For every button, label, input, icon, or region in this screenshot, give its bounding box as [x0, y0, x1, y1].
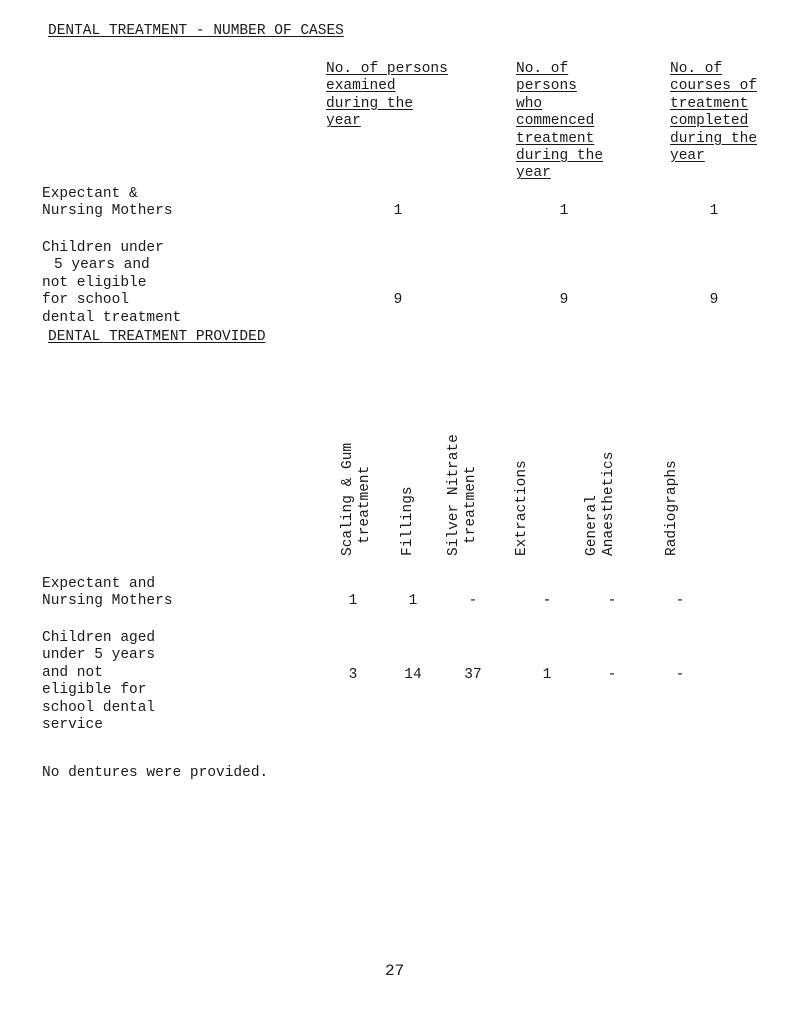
page-title: DENTAL TREATMENT - NUMBER OF CASES — [48, 23, 344, 39]
table1-cell: 9 — [709, 292, 719, 308]
table1-row-label: Expectant & Nursing Mothers — [42, 186, 173, 220]
header-persons-examined: No. of persons examined during the year — [326, 61, 448, 130]
header-general-anaesthetics: General Anaesthetics — [584, 451, 618, 556]
header-scaling-gum: Scaling & Gum treatment — [340, 442, 374, 556]
header-persons-commenced: No. of persons who commenced treatment during the year — [516, 61, 604, 182]
table2-cell: 1 — [348, 593, 358, 609]
header-extractions: Extractions — [514, 460, 530, 556]
page-number: 27 — [385, 962, 405, 980]
table1-cell: 9 — [559, 292, 569, 308]
table2-cell: 37 — [464, 667, 482, 683]
table2-cell: - — [542, 593, 552, 609]
table2-row-label: Children aged under 5 years and not eligible for school dental service — [42, 630, 156, 733]
table1-row-label: Children under 5 years and not eligible for school dental treatment — [42, 240, 182, 326]
table2-cell: - — [468, 593, 478, 609]
table1-cell: 1 — [393, 203, 403, 219]
table2-cell: - — [675, 593, 685, 609]
table2-cell: 1 — [542, 667, 552, 683]
header-fillings: Fillings — [400, 486, 416, 556]
footer-note: No dentures were provided. — [42, 765, 269, 781]
header-courses-completed: No. of courses of treatment completed during the year — [670, 61, 758, 164]
table2-cell: 14 — [404, 667, 422, 683]
table2-cell: 1 — [408, 593, 418, 609]
table2-cell: - — [675, 667, 685, 683]
header-silver-nitrate: Silver Nitrate treatment — [446, 434, 480, 556]
table2-row-label: Expectant and Nursing Mothers — [42, 576, 173, 610]
table2-cell: 3 — [348, 667, 358, 683]
table2-cell: - — [607, 593, 617, 609]
table1-cell: 9 — [393, 292, 403, 308]
table1-cell: 1 — [709, 203, 719, 219]
section-title: DENTAL TREATMENT PROVIDED — [48, 329, 266, 345]
table2-cell: - — [607, 667, 617, 683]
table1-cell: 1 — [559, 203, 569, 219]
header-radiographs: Radiographs — [664, 460, 680, 556]
